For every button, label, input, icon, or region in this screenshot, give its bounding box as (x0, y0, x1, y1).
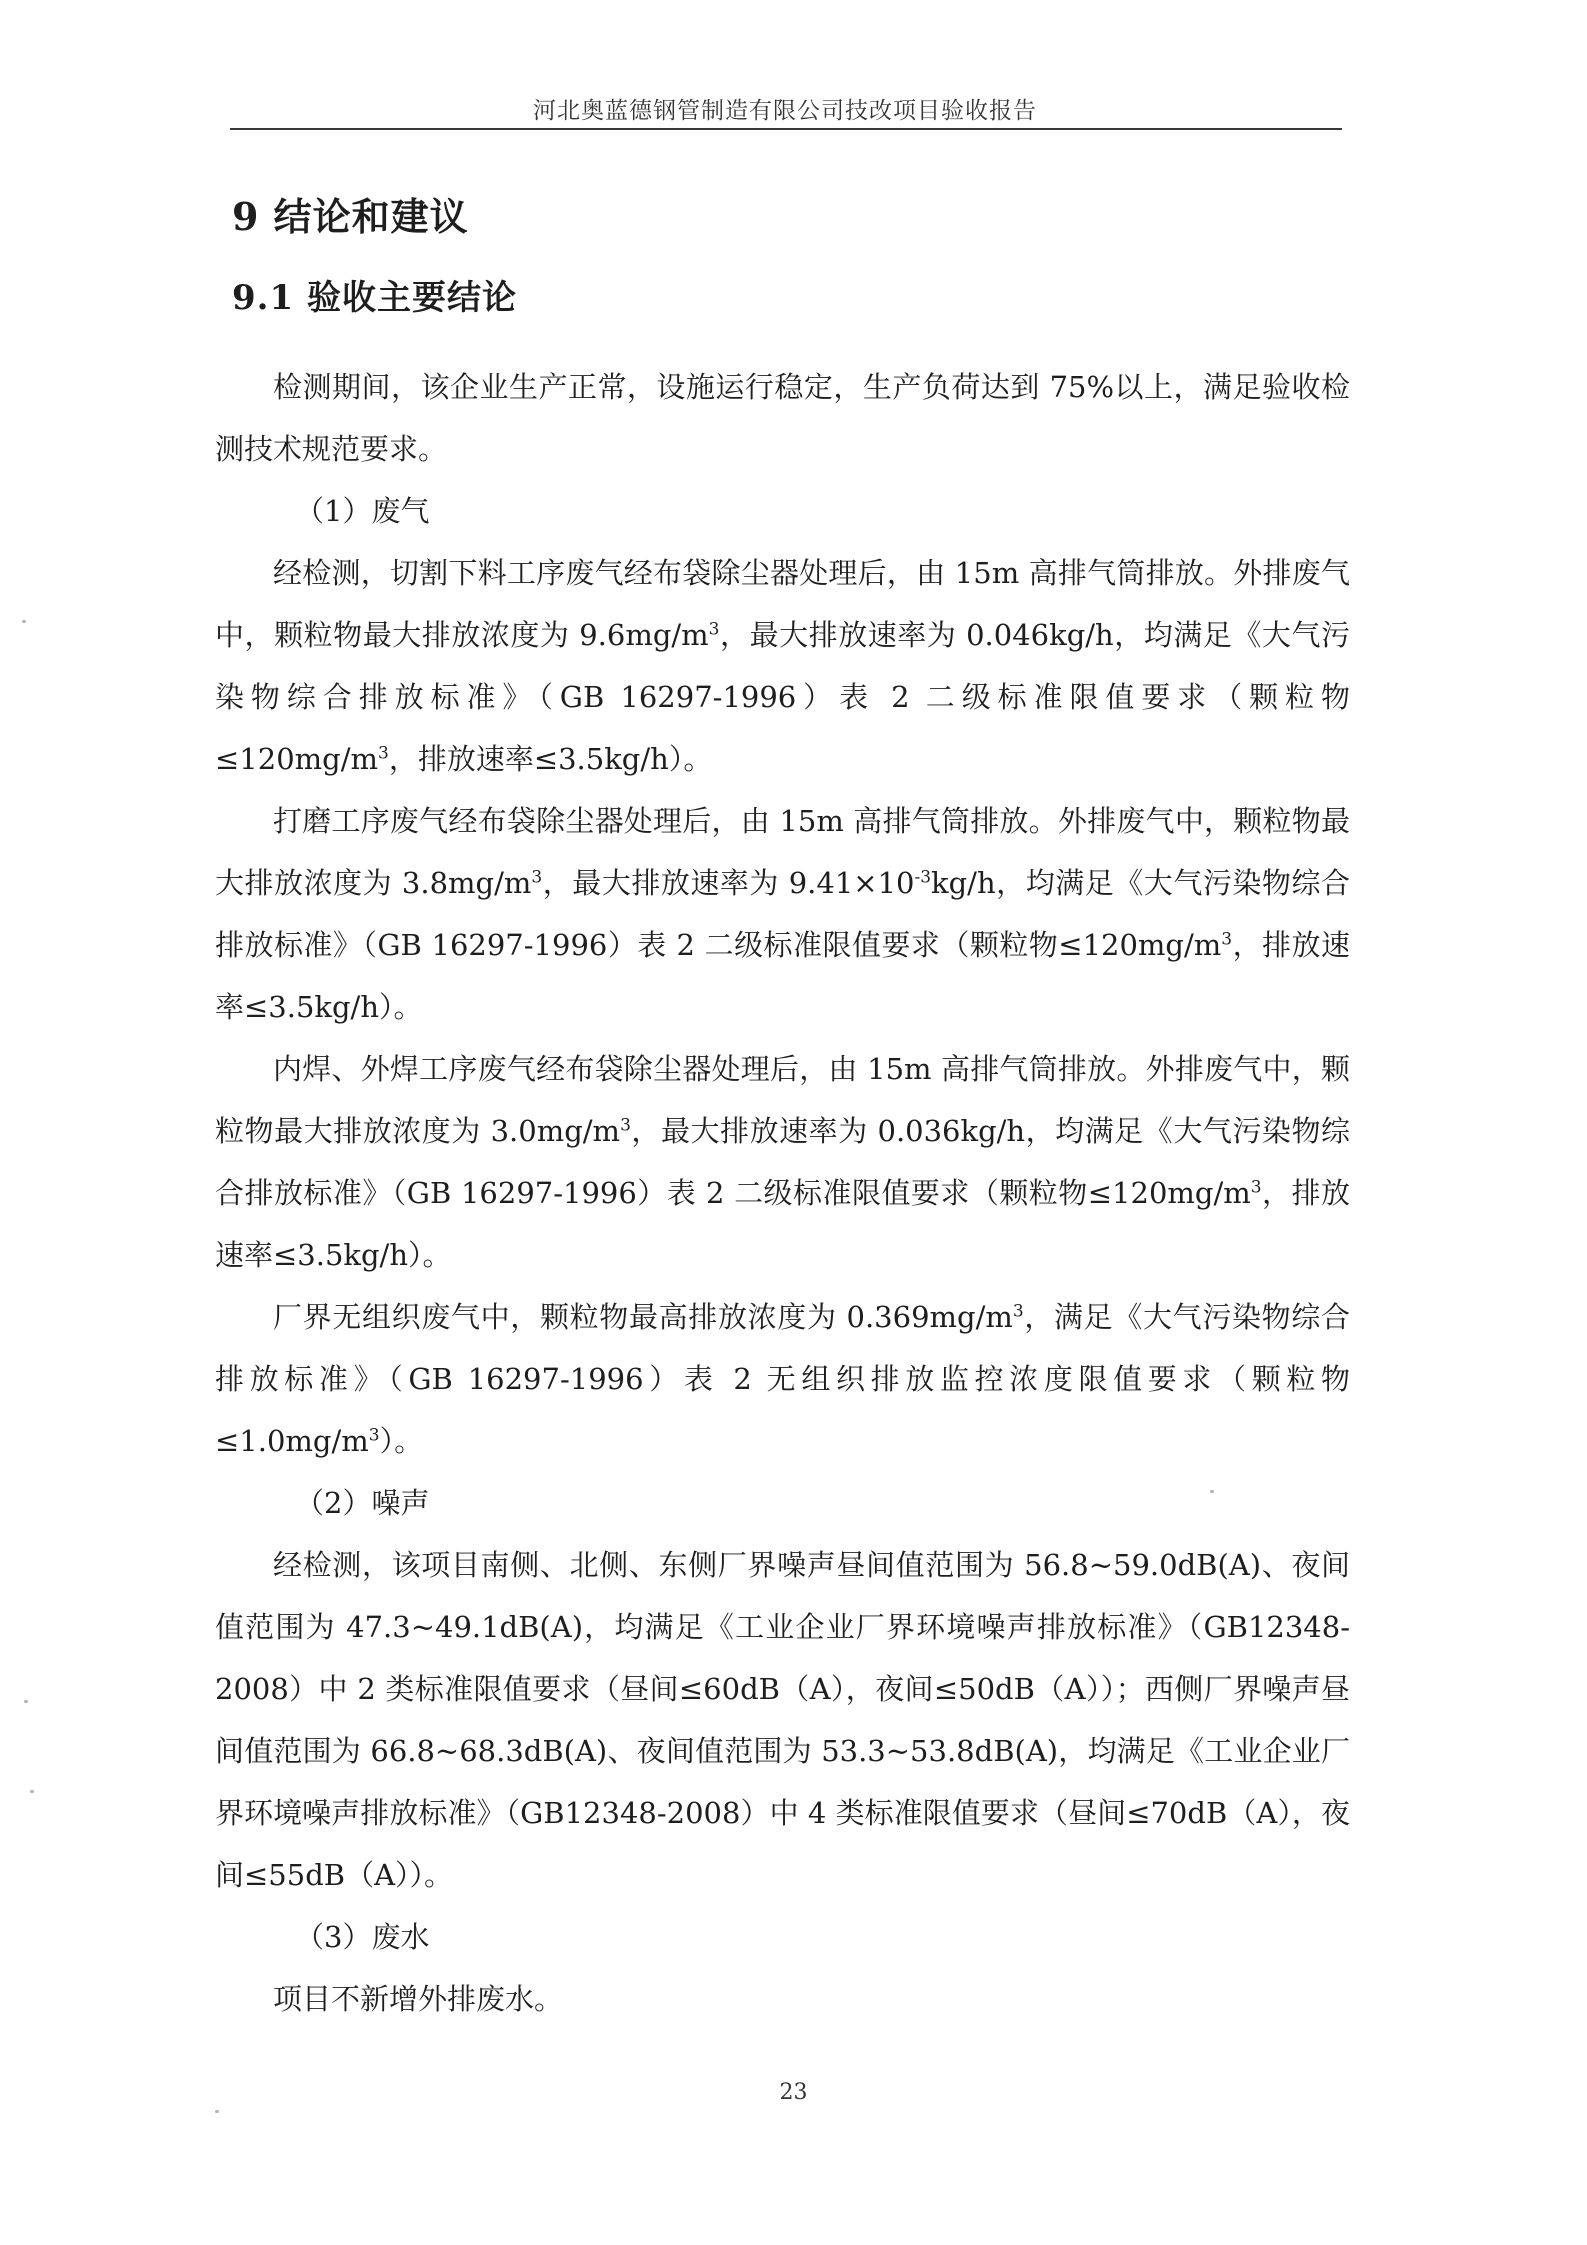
subheading-wastewater: （3）废水 (295, 1920, 430, 1954)
text-segment: ，最大排放速率为 0.046kg/h，均满足《大气污染物综合排放标准》（GB 16297-1996）表 2 二级标准限值要求（颗粒物≤120mg/m (215, 618, 1351, 776)
scan-speck (24, 1700, 28, 1703)
text-segment: ，最大排放速率为 0.036kg/h，均满足《大气污染物综合排放标准》（GB 16297-1996）表 2 二级标准限值要求（颗粒物≤120mg/m (215, 1114, 1351, 1210)
body-text (215, 356, 1350, 2030)
superscript: 3 (531, 867, 543, 888)
page-number: 23 (779, 2080, 808, 2105)
scan-speck (1210, 1490, 1214, 1493)
superscript: 3 (1012, 1301, 1024, 1322)
text-segment: ，排放速率≤3.5kg/h）。 (215, 928, 1350, 1024)
text-segment: 经检测，切割下料工序废气经布袋除尘器处理后，由 15m 高排气筒排放。外排废气中，颗粒物最大排放浓度为 9.6mg/m (215, 556, 1350, 652)
text-segment: ，最大排放速率为 9.41×10 (542, 866, 915, 900)
text-segment: 内焊、外焊工序废气经布袋除尘器处理后，由 15m 高排气筒排放。外排废气中，颗粒物最大排放浓度为 3.0mg/m (215, 1052, 1350, 1148)
text-segment: 厂界无组织废气中，颗粒物最高排放浓度为 0.369mg/m (273, 1300, 1013, 1334)
scan-speck (22, 620, 26, 623)
text-segment: 经检测，该项目南侧、北侧、东侧厂界噪声昼间值范围为 56.8~59.0dB(A)、夜间值范围为 47.3~49.1dB(A)，均满足《工业企业厂界环境噪声排放标准》（GB12348-2008）中 2 类标准限值要求（昼间≤60dB（A），夜间≤50dB（A））；西侧厂界噪声昼间值范围为 66.8~68.3dB(A)、夜间值范围为 53.3~53.8dB(A)，均满足《工业企业厂界环境噪声排放标准》（GB12348-2008）中 4 类标准限值要求（昼间≤70dB（A），夜间≤55dB（A））。 (215, 1548, 1350, 1892)
section-heading: 9 结论和建议 (232, 194, 469, 239)
superscript: -3 (914, 867, 932, 888)
paragraph-grinding (215, 790, 1350, 1038)
paragraph-cutting (215, 542, 1350, 790)
paragraph-noise (215, 1534, 1350, 1906)
scan-speck (30, 1790, 34, 1793)
subsection-heading: 9.1 验收主要结论 (232, 278, 517, 318)
text-segment: ，满足《大气污染物综合排放标准》（GB 16297-1996）表 2 无组织排放监控浓度限值要求（颗粒物≤1.0mg/m (215, 1300, 1350, 1458)
superscript: 3 (1221, 929, 1233, 950)
superscript: 3 (1250, 1177, 1262, 1198)
scan-speck (215, 2110, 219, 2113)
paragraph-fugitive (215, 1286, 1350, 1472)
paragraph-intro (215, 356, 1350, 480)
paragraph-wastewater (215, 1968, 1350, 2030)
paragraph-welding (215, 1038, 1350, 1286)
paragraph-intro-text: 检测期间，该企业生产正常，设施运行稳定，生产负荷达到 75%以上，满足验收检测技术规范要求。 (215, 370, 1350, 466)
text-segment: ）。 (379, 1424, 424, 1458)
header-rule (230, 128, 1342, 130)
superscript: 3 (377, 743, 389, 764)
text-segment: ，排放速率≤3.5kg/h）。 (388, 742, 713, 776)
subheading-waste-gas: （1）废气 (295, 494, 430, 528)
text-segment: 项目不新增外排废水。 (273, 1982, 564, 2016)
superscript: 3 (368, 1425, 380, 1446)
subheading-noise: （2）噪声 (295, 1486, 430, 1520)
text-segment: kg/h，均满足《大气污染物综合排放标准》（GB 16297-1996）表 2 二级标准限值要求（颗粒物≤120mg/m (215, 866, 1350, 962)
text-segment: ，排放速率≤3.5kg/h）。 (215, 1176, 1350, 1272)
text-segment: 打磨工序废气经布袋除尘器处理后，由 15m 高排气筒排放。外排废气中，颗粒物最大排放浓度为 3.8mg/m (215, 804, 1350, 900)
page-header: 河北奥蓝德钢管制造有限公司技改项目验收报告 (533, 98, 1037, 124)
superscript: 3 (620, 1115, 631, 1136)
superscript: 3 (708, 619, 720, 640)
